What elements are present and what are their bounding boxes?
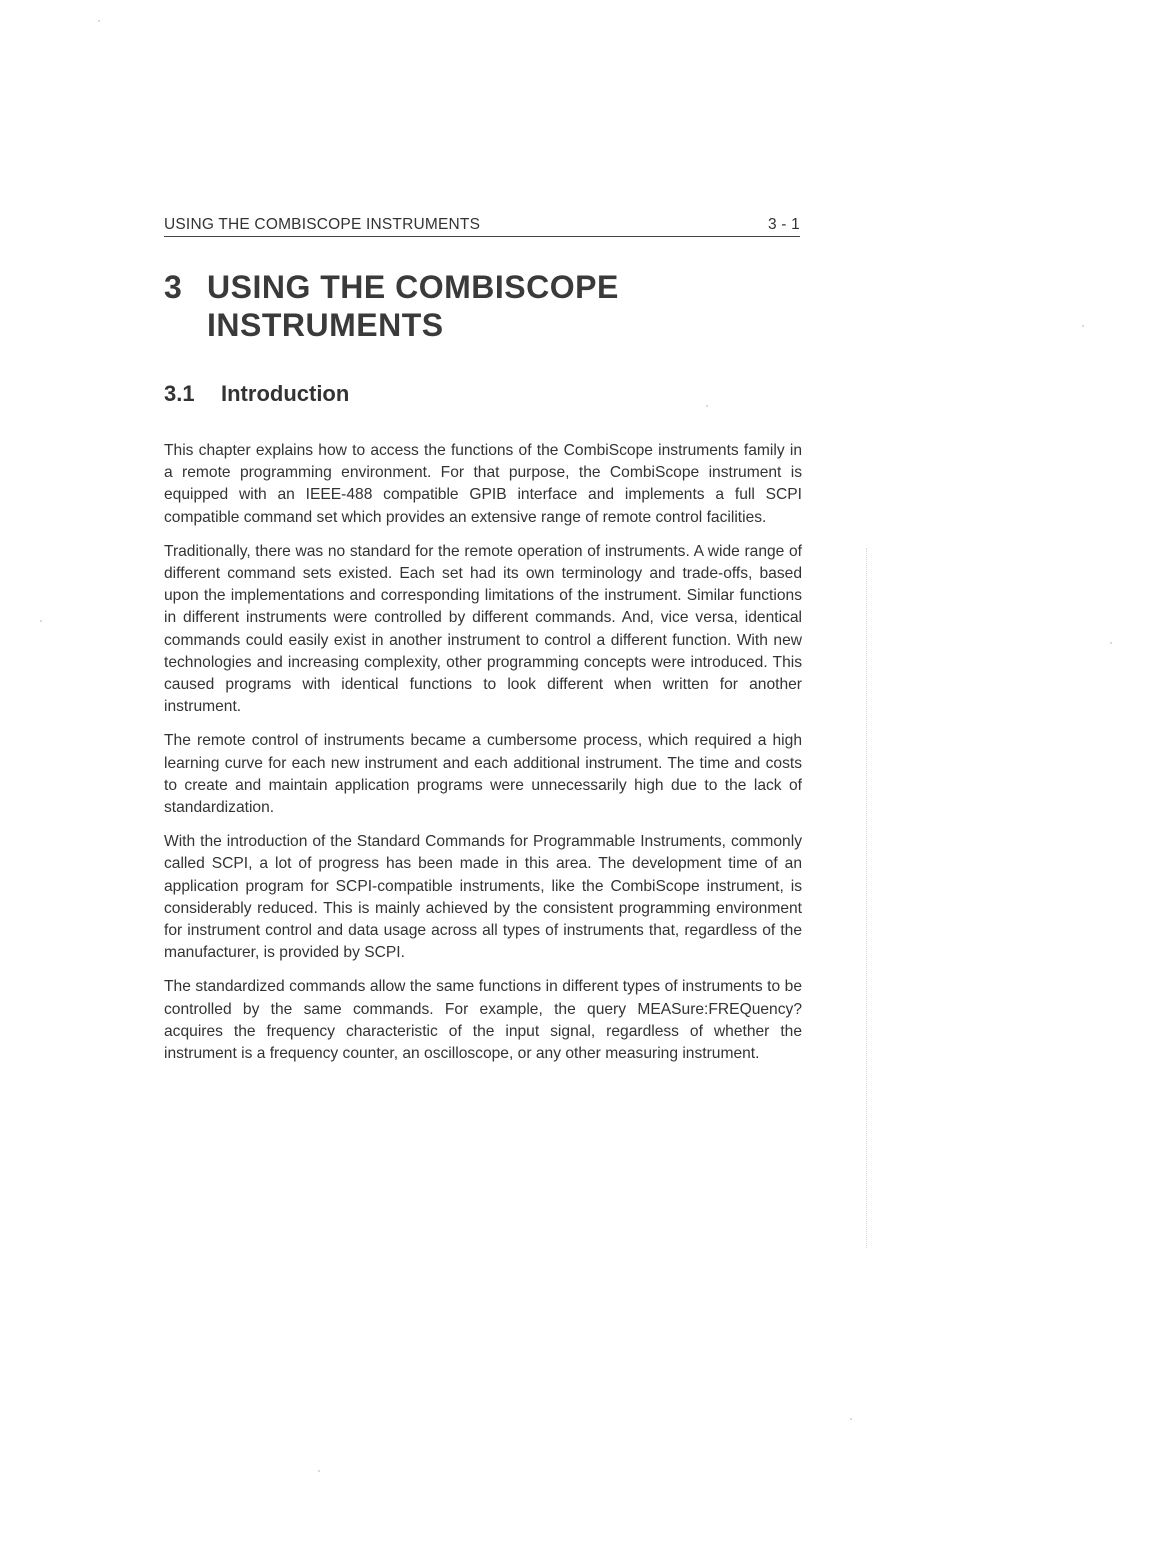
paragraph: The standardized commands allow the same functions in different types of instruments to be controlled by the same commands. For example, the query MEASure:FREQuency? acquires the frequency characteristic of the input signal, regardless of whether the instrument is a frequency counter, an oscilloscope, or any other measuring instrument. — [164, 978, 802, 1063]
running-header-title: USING THE COMBISCOPE INSTRUMENTS — [164, 216, 481, 233]
paragraph: Traditionally, there was no standard for the remote operation of instruments. A wide range of different command sets existed. Each set had its own terminology and trade-offs, based upon the implementations and corresponding limitations of the instrument. Similar functions in different instruments were controlled by different commands. And, vice versa, identical commands could easily exist in another instrument to control a different function. With new technologies and increasing complexity, other programming concepts were introduced. This caused programs with identical functions to look different when written for another instrument. — [164, 542, 802, 716]
chapter-number: 3 — [164, 269, 183, 305]
scan-speck — [98, 20, 100, 22]
scan-speck — [1082, 325, 1084, 327]
paragraph: The remote control of instruments became a cumbersome process, which required a high learning curve for each new instrument and each additional instrument. The time and costs to create and maintain application programs were unnecessarily high due to the lack of standardization. — [164, 732, 802, 817]
body-text — [164, 440, 802, 1077]
scan-speck — [1110, 642, 1112, 644]
scan-speck — [850, 1418, 852, 1420]
section-number: 3.1 — [164, 381, 195, 406]
section-title: Introduction — [221, 381, 350, 406]
chapter-title: USING THE COMBISCOPE INSTRUMENTS — [207, 269, 619, 343]
paragraph: This chapter explains how to access the functions of the CombiScope instruments family in a remote programming environment. For that purpose, the CombiScope instrument is equipped with an IEEE-488 compatible GPIB interface and implements a full SCPI compatible command set which provides an extensive range of remote control facilities. — [164, 442, 802, 526]
scan-speck — [318, 1470, 320, 1472]
scan-speck — [40, 620, 42, 622]
scan-margin-mark — [866, 548, 869, 1248]
running-header — [164, 216, 800, 237]
page-number: 3 - 1 — [767, 216, 800, 233]
paragraph: With the introduction of the Standard Commands for Programmable Instruments, commonly called SCPI, a lot of progress has been made in this area. The development time of an application program for SCPI-compatible instruments, like the CombiScope instrument, is considerably reduced. This is mainly achieved by the consistent programming environment for instrument control and data usage across all types of instruments that, regardless of the manufacturer, is provided by SCPI. — [164, 833, 802, 962]
scan-speck — [706, 405, 708, 407]
